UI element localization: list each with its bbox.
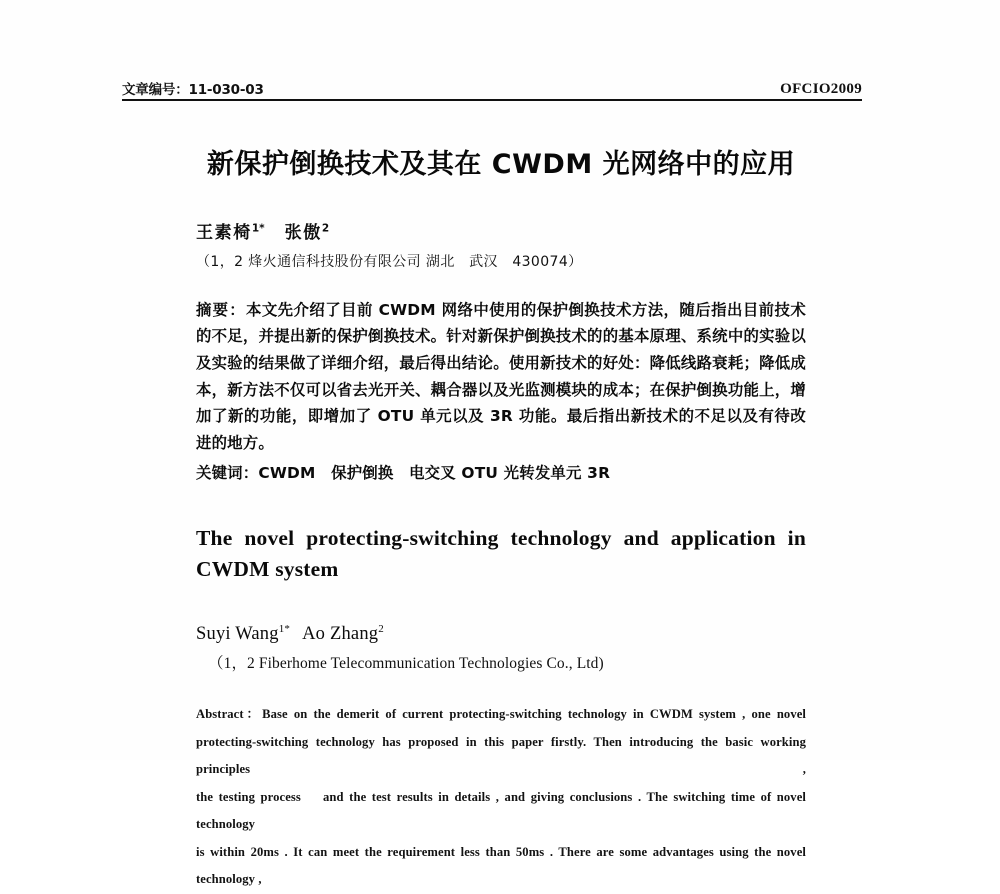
article-body — [196, 148, 819, 894]
journal-code: OFCIO2009 — [780, 81, 862, 97]
chinese-abstract — [196, 297, 806, 457]
chinese-keywords-label: 关键词： — [196, 464, 259, 483]
chinese-abstract-label: 摘要： — [196, 300, 246, 319]
english-author-2-name: Ao Zhang — [302, 624, 379, 645]
page-running-header — [122, 70, 862, 98]
english-abstract-line-1-text: Base on the demerit of current protecting-switching technology in CWDM system , one novel — [262, 707, 807, 722]
chinese-keywords-text: CWDM 保护倒换 电交叉 OTU 光转发单元 3R — [258, 464, 611, 483]
chinese-author-1-affiliation-marker: 1* — [251, 222, 265, 235]
chinese-author-2-affiliation-marker: 2 — [321, 222, 330, 235]
english-author-2-affiliation-marker: 2 — [378, 622, 384, 635]
chinese-keywords — [196, 460, 806, 487]
english-abstract — [196, 701, 819, 894]
chinese-author-1-name: 王素椅 — [196, 222, 252, 243]
english-title — [196, 523, 806, 585]
english-abstract-line-3: the testing process and the test results in details , and giving conclusions . The switching time of novel technology — [196, 789, 810, 832]
english-abstract-label: Abstract： — [196, 707, 263, 722]
chinese-affiliation: （1，2 烽火通信科技股份有限公司 湖北 武汉 430074） — [196, 253, 583, 270]
english-abstract-line-4: is within 20ms . It can meet the requirement less than 50ms . There are some advantages using the novel technology , — [196, 844, 810, 887]
english-abstract-line-2: protecting-switching technology has proposed in this paper firstly. Then introducing the basic working principles , — [196, 734, 819, 777]
english-author-1-name: Suyi Wang — [196, 624, 279, 645]
english-title-line-1: The novel protecting-switching technology and application in — [196, 525, 806, 550]
english-affiliation — [196, 651, 806, 673]
english-author-1-affiliation-marker: 1* — [278, 622, 291, 635]
chinese-author-list — [196, 218, 806, 243]
english-abstract-line-1 — [196, 701, 806, 729]
english-affiliation-text: （1，2 Fiberhome Telecommunication Technologies Co., Ltd) — [208, 655, 604, 673]
header-divider-rule — [122, 99, 862, 101]
english-author-list — [196, 623, 806, 645]
article-number: 文章编号：11-030-03 — [122, 82, 264, 98]
chinese-abstract-text: 本文先介绍了目前 CWDM 网络中使用的保护倒换技术方法，随后指出目前技术的不足，并提出新的保护倒换技术。针对新保护倒换技术的的基本原理、系统中的实验以及实验的结果做了详细介绍，最后得出结论。使用新技术的好处：降低线路衰耗；降低成本，新方法不仅可以省去光开关、耦合器以及光监测模块的成本；在保护倒换功能上，增加了新的功能，即增加了 OTU 单元以及 3R 功能。最后指出新技术的不足以及有待改进的地方。 — [196, 300, 806, 452]
chinese-title: 新保护倒换技术及其在 CWDM 光网络中的应用 — [206, 149, 796, 180]
english-title-line-2: CWDM system — [196, 556, 339, 581]
chinese-author-2-name: 张傲 — [284, 222, 322, 243]
